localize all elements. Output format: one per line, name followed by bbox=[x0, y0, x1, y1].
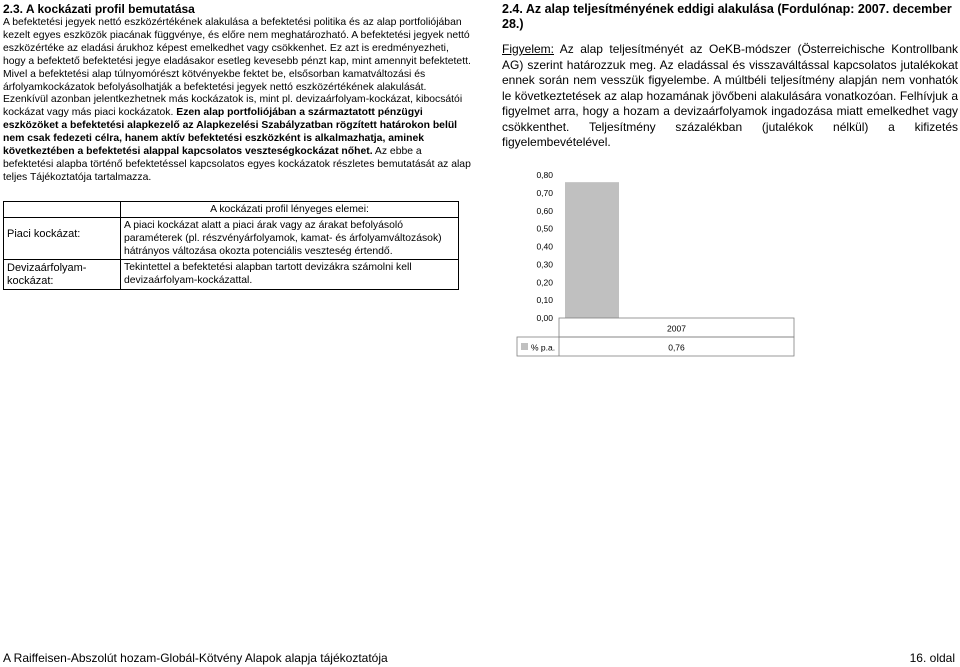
notice-label: Figyelem: bbox=[502, 42, 555, 56]
row-text-fx-risk: Tekintettel a befektetési alapban tartott devizákra számolni kell devizaárfolyam-kockázattal. bbox=[121, 260, 459, 290]
para-part-1: A befektetési jegyek nettó eszközértékének alakulása a befektetési politika és az alap portfoliójában kezelt egyes eszközök piacának függvénye, és előre nem meghatározható. A befektetési jegyek nettó eszközértéke az eladási árukhoz képest emelkedhet vagy csökkenhet. Ez azt is eredményezheti, hogy a befektető befektetési jegye eladásakor esetleg kevesebb pénzt kap, mint amennyit befektetett. Mivel a befektetési alap túlnyomórészt kötvényekbe fektet be, elsősorban kamatváltozási és árfolyamkockázatok befolyásolhatják a befektetési jegyek nettó eszközértékének alakulását. Ezenkívül azonban jelentkezhetnek más kockázatok is, mint pl. devizaárfolyam-kockázat, kibocsátói kockázat vagy más piaci kockázatok. bbox=[3, 17, 471, 119]
y-tick-label: 0,50 bbox=[536, 223, 553, 234]
row-label-market-risk: Piaci kockázat: bbox=[4, 218, 121, 260]
row-label-fx-risk: Devizaárfolyam-kockázat: bbox=[4, 260, 121, 290]
y-tick-label: 0,30 bbox=[536, 259, 553, 270]
section-heading-risk-profile: 2.3. A kockázati profil bemutatása bbox=[3, 2, 195, 16]
notice-text: Az alap teljesítményét az OeKB-módszer (Österreichische Kontrollbank AG) szerint határozzuk meg. Az eladással és visszaváltással kapcsolatos jutalékokat ennek során nem vesszük figyelembe. A múltbéli teljesítmény alapján nem vonhatók le következtetések az alap hozamának jövőbeni alakulására vonatkozóan. Felhívjuk a figyelmet arra, hogy a hozam a devizaárfolyamok ingadozása miatt emelkedhet vagy csökkenthet. Teljesítmény százalékban (jutalékok nélkül) a kifizetés figyelembevételével. bbox=[502, 42, 958, 149]
para-part-3: Az ebbe a befektetési alapba történő befektetéssel kapcsolatos egyes kockázatok részletes bemutatását az alap teljes Tájékoztatója tartalmazza. bbox=[3, 146, 471, 183]
y-tick-label: 0,20 bbox=[536, 277, 553, 288]
section-heading-performance: 2.4. Az alap teljesítményének eddigi alakulása (Fordulónap: 2007. december 28.) bbox=[502, 2, 952, 31]
risk-profile-table bbox=[3, 201, 459, 290]
row-text-market-risk: A piaci kockázat alatt a piaci árak vagy az árakat befolyásoló paraméterek (pl. részvényárfolyamok, kamat- és árfolyamváltozások) hátrányos változása okozta potenciális veszteség értendő. bbox=[121, 218, 459, 260]
performance-chart bbox=[505, 165, 805, 365]
y-tick-label: 0,00 bbox=[536, 313, 553, 323]
table-header-empty-cell bbox=[4, 202, 121, 218]
page-number: 16. oldal bbox=[909, 651, 955, 665]
legend-label: % p.a. bbox=[531, 342, 556, 353]
y-tick-label: 0,40 bbox=[536, 241, 553, 252]
y-tick-label: 0,70 bbox=[536, 187, 553, 198]
data-value-label: 0,76 bbox=[668, 342, 685, 353]
left-column bbox=[3, 0, 473, 287]
bar-2007 bbox=[565, 182, 619, 318]
legend-swatch bbox=[521, 343, 528, 350]
y-tick-label: 0,80 bbox=[536, 170, 553, 180]
table-header: A kockázati profil lényeges elemei: bbox=[121, 202, 459, 218]
data-row-frame bbox=[517, 337, 794, 356]
table-row bbox=[4, 260, 459, 290]
performance-notice bbox=[502, 42, 958, 151]
y-tick-label: 0,60 bbox=[536, 205, 553, 216]
table-row bbox=[4, 218, 459, 260]
right-column bbox=[502, 0, 958, 151]
footer-title: A Raiffeisen-Abszolút hozam-Globál-Kötvény Alapok alapja tájékoztatója bbox=[3, 651, 388, 665]
risk-profile-paragraph bbox=[3, 17, 473, 185]
para-part-2-bold: Ezen alap portfoliójában a származtatott pénzügyi eszközöket a befektetési alapkezelő az Alapkezelési Szabályzatban rögzített határokon belül nem csak fedezeti célra, hanem aktív befektetési eszközként is alkalmazhatja, aminek következtében a befektetési alappal kapcsolatos veszteségkockázat nőhet. bbox=[3, 107, 458, 158]
x-tick-label: 2007 bbox=[667, 323, 686, 334]
y-tick-label: 0,10 bbox=[536, 295, 553, 306]
